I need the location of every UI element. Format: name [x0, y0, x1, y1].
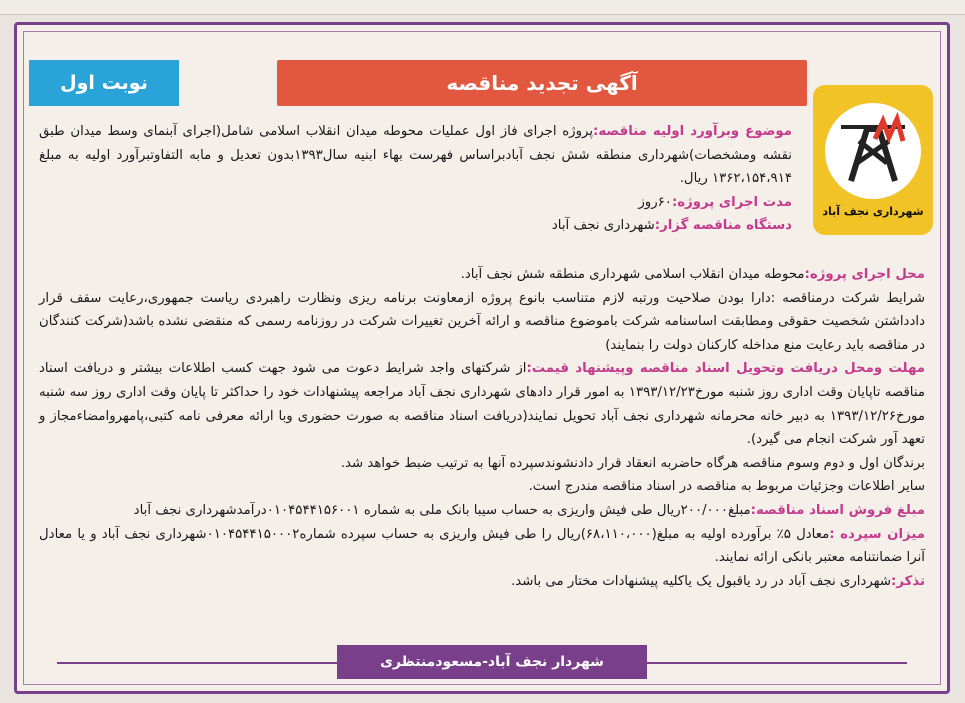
section-label: مدت اجرای پروژه:	[671, 194, 792, 210]
section-text: شهرداری نجف آباد در رد یاقبول یک یاکلیه پیشنهادات مختار می باشد.	[511, 573, 891, 589]
title-banner	[277, 60, 807, 106]
section-text: شهرداری نجف آباد	[551, 218, 655, 234]
section-winners	[39, 452, 925, 476]
signature-text: شهردار نجف آباد-مسعودمنتظری	[380, 654, 604, 670]
signature-banner	[337, 645, 647, 679]
logo-caption: شهرداری نجف آباد	[822, 204, 924, 218]
section-text: ۶۰روز	[638, 194, 672, 210]
turn-badge	[29, 60, 179, 106]
section-other-info	[39, 475, 925, 499]
section-text: مبلغ۲۰۰/۰۰۰ریال طی فیش واریزی به حساب سیبا بانک ملی به شماره ۰۱۰۴۵۴۴۱۵۶۰۰۱درآمدشهرداری نجف آباد	[133, 502, 751, 518]
section-label: تذکر:	[891, 573, 925, 589]
section-text: معادل ۵٪ برآورده اولیه به مبلغ(۶۸،۱۱۰،۰۰۰)ریال را طی فیش واریزی به حساب سپرده شماره۰۱۰۴۵۴۴۱۵۰۰۰۲شهرداری نجف آباد و یا معادل آنرا ضمانتنامه معتبر بانکی ارائه نمایند.	[39, 526, 925, 566]
section-label: میزان سپرده :	[829, 526, 925, 542]
section-note	[39, 570, 925, 594]
ad-body-main	[39, 263, 925, 593]
section-duration	[39, 191, 792, 215]
logo-emblem	[825, 103, 921, 199]
section-subject	[39, 120, 792, 191]
section-label: مهلت ومحل دریافت وتحویل اسناد مناقصه وپیشنهاد قیمت:	[526, 361, 925, 377]
section-label: موضوع وبرآورد اولیه مناقصه:	[593, 124, 792, 139]
section-label: دستگاه مناقصه گزار:	[654, 218, 792, 234]
section-deadline	[39, 357, 925, 451]
ad-body-top	[39, 120, 792, 238]
section-tenderer	[39, 214, 792, 238]
section-location	[39, 263, 925, 287]
section-text: برندگان اول و دوم وسوم مناقصه هرگاه حاضربه انعقاد قرار دادنشوندسپرده آنها به ترتیب ضبط خواهد شد.	[340, 455, 925, 471]
section-text: پروژه اجرای فاز اول عملیات محوطه میدان انقلاب اسلامی شامل(اجرای آبنمای وسط میدان طبق نقشه ومشخصات)شهرداری منطقه شش نجف آبادبراساس فهرست بهاء ابنیه سال۱۳۹۳بدون تعدیل و مابه التفاوتبرآورد اولیه به مبلغ ۱۳۶۲،۱۵۴،۹۱۴ ریال.	[39, 124, 792, 187]
section-conditions	[39, 287, 925, 358]
tower-emblem-icon	[833, 111, 913, 191]
municipality-logo	[813, 85, 933, 235]
ad-title: آگهی تجدید مناقصه	[446, 71, 638, 95]
section-text: شرایط شرکت درمناقصه :دارا بودن صلاحیت ورتبه لازم متناسب بانوع پروژه ازمعاونت برنامه ریزی ونظارت راهبردی ریاست جمهوری،رعایت سقف قرار دادداشتن شخصیت حقوقی ومطابقت اساسنامه شرکت باموضوع مناقصه و ارائه آخرین تغییرات شرکت در روزنامه رسمی که منقضی نشده باشد(شرکت کنندگان در مناقصه باید رعایت منع مداخله کارکنان دولت را بنمایند)	[39, 290, 925, 353]
section-text: محوطه میدان انقلاب اسلامی شهرداری منطقه شش نجف آباد.	[460, 267, 805, 282]
section-text: سایر اطلاعات وجزئیات مربوط به مناقصه در اسناد مناقصه مندرج است.	[528, 479, 925, 495]
section-deposit	[39, 523, 925, 570]
scan-edge	[0, 0, 965, 15]
ad-frame	[14, 22, 950, 694]
section-doc-price	[39, 499, 925, 523]
turn-label: نوبت اول	[60, 72, 148, 94]
section-label: مبلغ فروش اسناد مناقصه:	[750, 502, 925, 518]
section-label: محل اجرای پروژه:	[804, 267, 925, 282]
section-text: از شرکتهای واجد شرایط دعوت می شود جهت کسب اطلاعات بیشتر و دریافت اسناد مناقصه تاپایان وقت اداری روز شنبه مورخ۱۳۹۳/۱۲/۲۳ به امور قرار دادهای شهرداری نجف آباد مراجعه پیشنهادات خود را حداکثر تا پایان وقت اداری روز سه شنبه مورخ۱۳۹۳/۱۲/۲۶ به دبیر خانه محرمانه شهرداری نجف آباد تحویل نمایند(دریافت اسناد مناقصه به صورت حضوری وبا ارائه معرفی نامه کتبی،پامهروامضاءمجاز و تعهد آور شرکت انجام می گیرد).	[39, 361, 925, 448]
